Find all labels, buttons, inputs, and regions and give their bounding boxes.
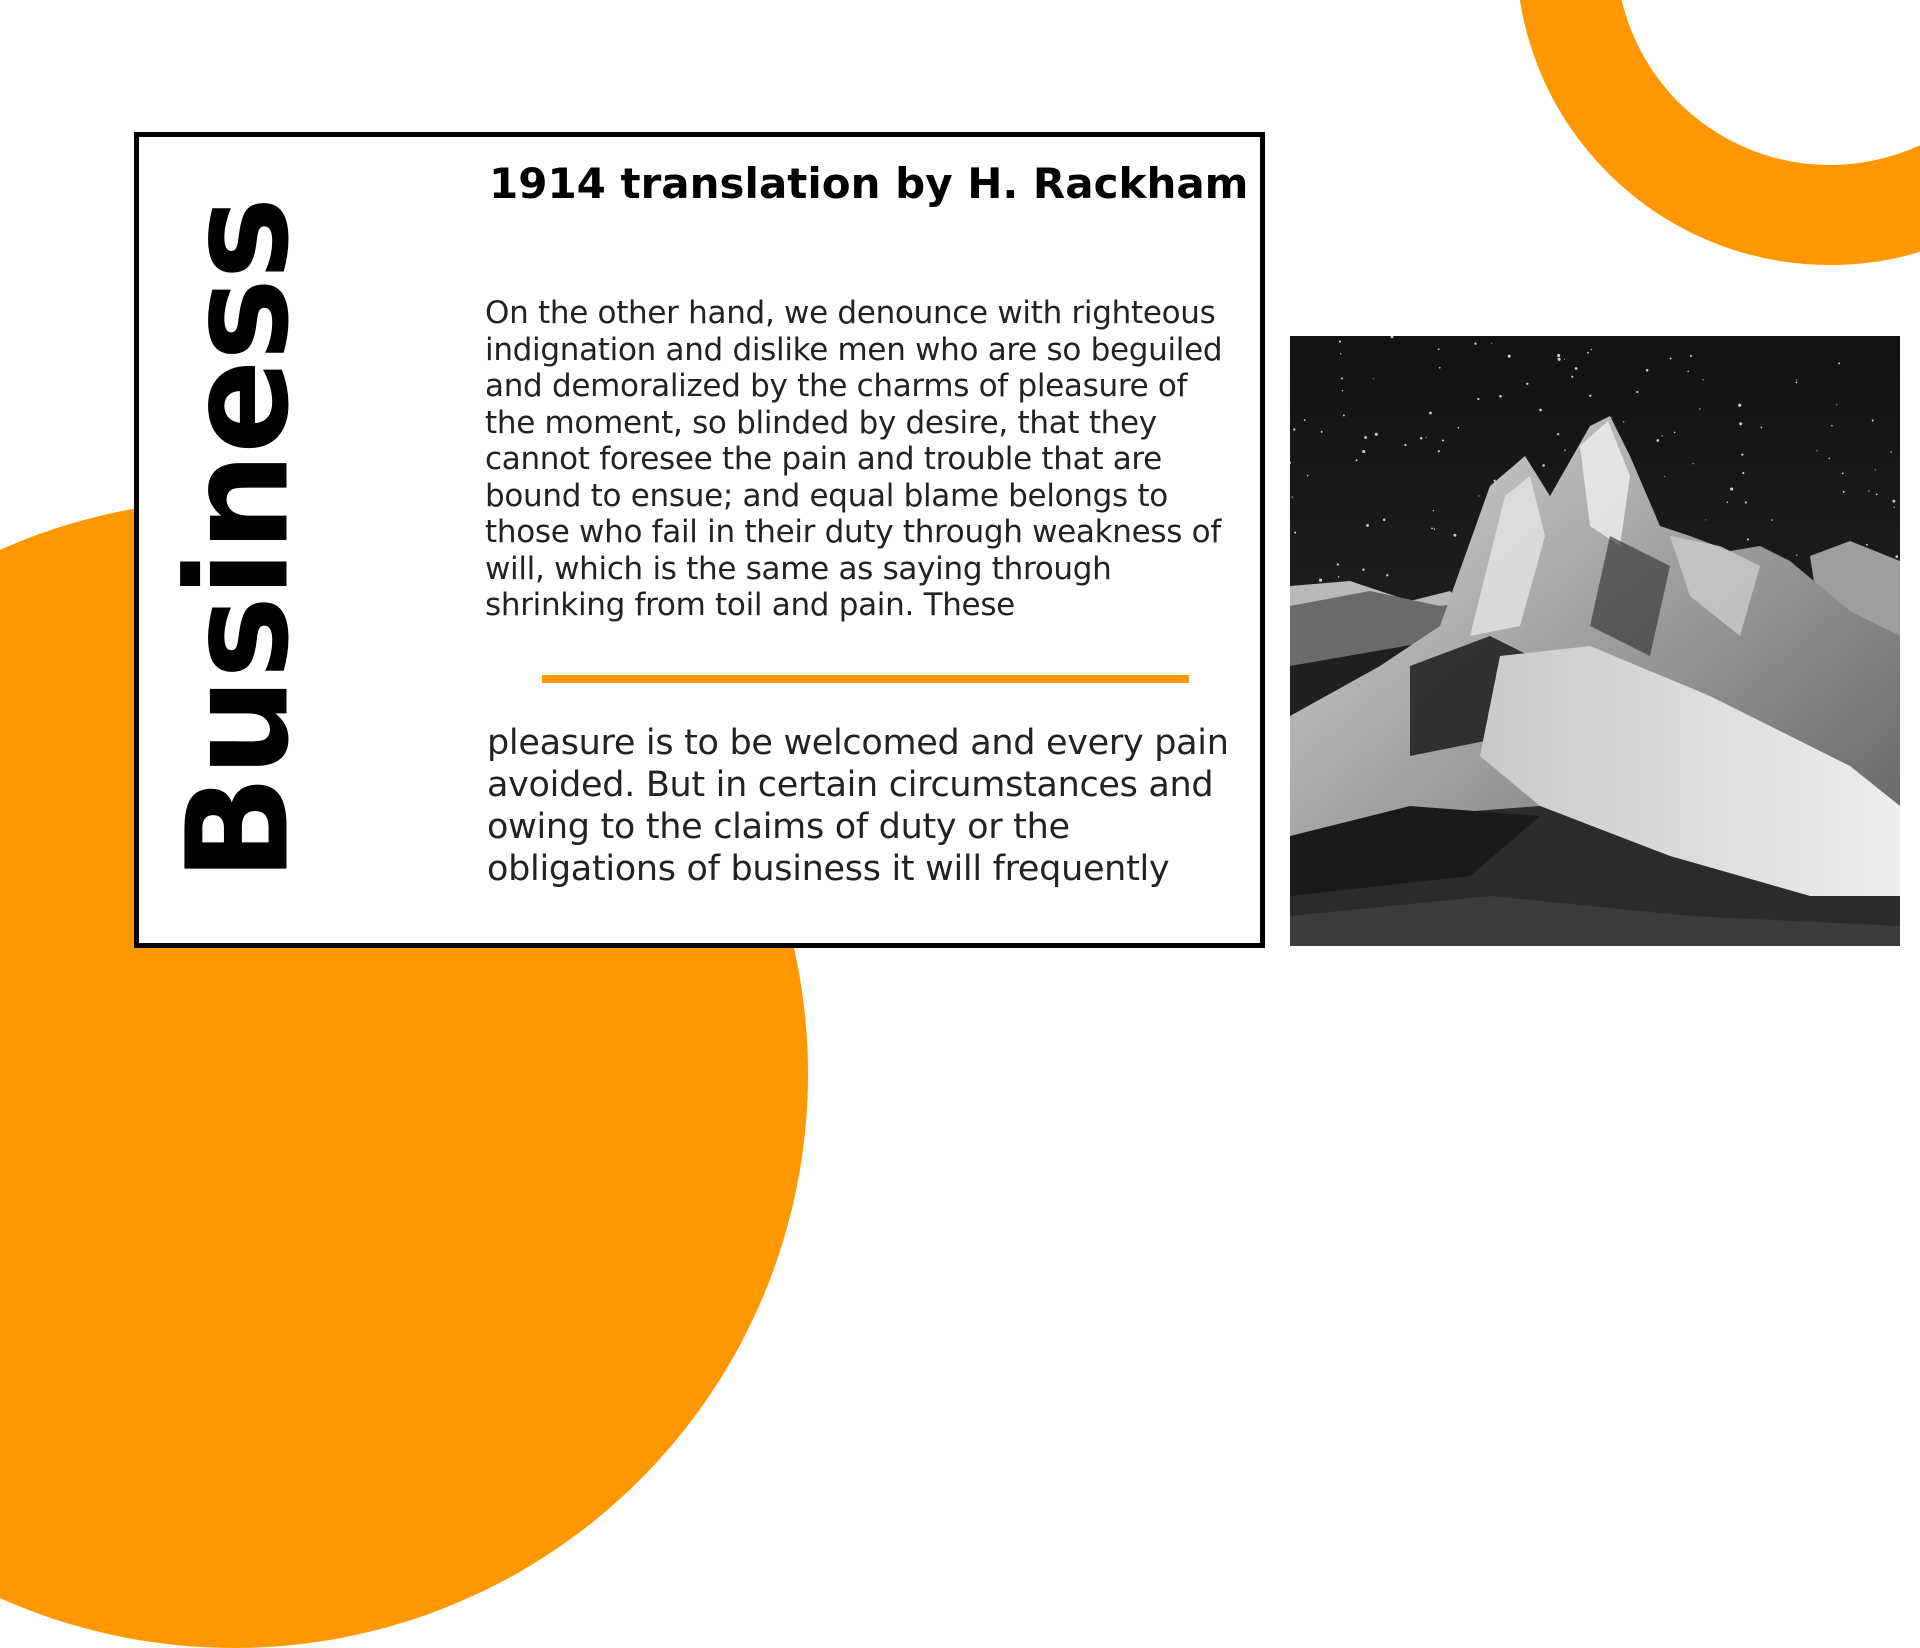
star-dot	[1539, 409, 1542, 412]
star-dot	[1307, 475, 1309, 477]
star-dot	[1876, 494, 1878, 496]
star-dot	[1420, 437, 1423, 440]
star-dot	[1341, 377, 1343, 379]
star-dot	[1796, 379, 1797, 380]
star-dot	[1429, 412, 1432, 415]
star-dot	[1771, 519, 1773, 521]
card-heading: 1914 translation by H. Rackham	[489, 159, 1249, 208]
body-paragraph-2: pleasure is to be welcomed and every pain avoided. But in certain circumstances and owing to the claims of duty or the obligations of business it will frequently	[487, 723, 1229, 889]
star-dot	[1375, 433, 1378, 436]
star-dot	[1868, 490, 1869, 491]
star-dot	[1670, 358, 1672, 360]
star-dot	[1491, 343, 1492, 344]
star-dot	[1623, 421, 1624, 422]
star-dot	[1587, 352, 1589, 354]
star-dot	[1646, 369, 1649, 372]
star-dot	[1362, 450, 1365, 453]
star-dot	[1383, 519, 1386, 522]
star-dot	[1892, 500, 1895, 503]
star-dot	[1890, 451, 1892, 453]
mountain-photo	[1290, 336, 1900, 946]
star-dot	[1292, 496, 1293, 497]
star-dot	[1478, 495, 1479, 496]
star-dot	[1294, 532, 1296, 534]
star-dot	[1664, 476, 1665, 477]
star-dot	[1431, 528, 1433, 530]
star-dot	[1829, 458, 1831, 460]
star-dot	[1557, 354, 1560, 357]
star-dot	[1426, 437, 1427, 438]
star-dot	[1458, 427, 1460, 429]
star-dot	[1589, 395, 1591, 397]
star-dot	[1796, 382, 1798, 384]
star-dot	[1542, 464, 1545, 467]
star-dot	[1894, 507, 1895, 508]
star-dot	[1843, 491, 1845, 493]
star-dot	[1373, 378, 1374, 379]
star-dot	[1590, 349, 1592, 351]
star-dot	[1338, 576, 1340, 578]
star-dot	[1343, 414, 1345, 416]
star-dot	[1337, 563, 1339, 565]
star-dot	[1321, 431, 1323, 433]
star-dot	[1386, 574, 1388, 576]
side-title-container	[139, 137, 339, 943]
star-dot	[1434, 529, 1435, 530]
star-dot	[1564, 359, 1565, 360]
star-dot	[1564, 449, 1566, 451]
star-dot	[1831, 425, 1833, 427]
star-dot	[1727, 501, 1729, 503]
star-dot	[1474, 343, 1476, 345]
side-title: Business	[157, 198, 321, 882]
decorative-orange-ring	[1516, 0, 1920, 265]
star-dot	[1838, 362, 1840, 364]
star-dot	[1866, 544, 1868, 546]
star-dot	[1571, 376, 1573, 378]
star-dot	[1364, 436, 1367, 439]
star-dot	[1293, 428, 1295, 430]
star-dot	[1611, 417, 1612, 418]
star-dot	[1761, 427, 1763, 429]
star-dot	[1438, 450, 1440, 452]
star-dot	[1526, 383, 1528, 385]
star-dot	[1304, 419, 1306, 421]
star-dot	[1872, 420, 1874, 422]
body-paragraph-1: On the other hand, we denounce with righteous indignation and dislike men who are so beguiled and demoralized by the charms of pleasure of the moment, so blinded by desire, that they cannot foresee the pain and trouble that are bound to ensue; and equal blame belongs to those who fail in their duty through weakness of will, which is the same as saying through shrinking from toil and pain. These	[485, 295, 1223, 623]
star-dot	[1340, 353, 1341, 354]
star-dot	[1836, 404, 1837, 405]
star-dot	[1796, 555, 1797, 556]
star-dot	[1705, 519, 1706, 520]
star-dot	[1742, 472, 1744, 474]
star-dot	[1438, 348, 1440, 350]
star-dot	[1895, 555, 1898, 558]
star-dot	[1699, 408, 1700, 409]
star-dot	[1747, 538, 1749, 540]
star-dot	[1356, 459, 1358, 461]
star-dot	[1875, 469, 1876, 470]
star-dot	[1557, 433, 1559, 435]
star-dot	[1745, 501, 1747, 503]
mountain-photo-icon	[1290, 336, 1900, 946]
star-dot	[1693, 463, 1694, 464]
star-dot	[1636, 391, 1638, 393]
star-dot	[1741, 453, 1743, 455]
star-dot	[1816, 450, 1817, 451]
star-dot	[1738, 404, 1741, 407]
star-dot	[1739, 422, 1742, 425]
star-dot	[1575, 367, 1578, 370]
star-dot	[1433, 510, 1434, 511]
star-dot	[1508, 355, 1511, 358]
star-dot	[1342, 390, 1343, 391]
star-dot	[1499, 395, 1502, 398]
star-dot	[1842, 472, 1844, 474]
star-dot	[1690, 355, 1692, 357]
content-card	[134, 132, 1265, 948]
star-dot	[1662, 435, 1663, 436]
star-dot	[1477, 398, 1479, 400]
star-dot	[1442, 439, 1444, 441]
star-dot	[1439, 367, 1441, 369]
star-dot	[1404, 444, 1406, 446]
orange-divider	[542, 675, 1189, 683]
star-dot	[1687, 371, 1689, 373]
star-dot	[1674, 432, 1676, 434]
star-dot	[1558, 358, 1561, 361]
star-dot	[1362, 568, 1364, 570]
star-dot	[1339, 340, 1341, 342]
star-dot	[1702, 379, 1703, 380]
star-dot	[1366, 524, 1369, 527]
star-dot	[1730, 487, 1733, 490]
star-dot	[1453, 534, 1456, 537]
star-dot	[1656, 439, 1659, 442]
star-dot	[1319, 579, 1322, 582]
